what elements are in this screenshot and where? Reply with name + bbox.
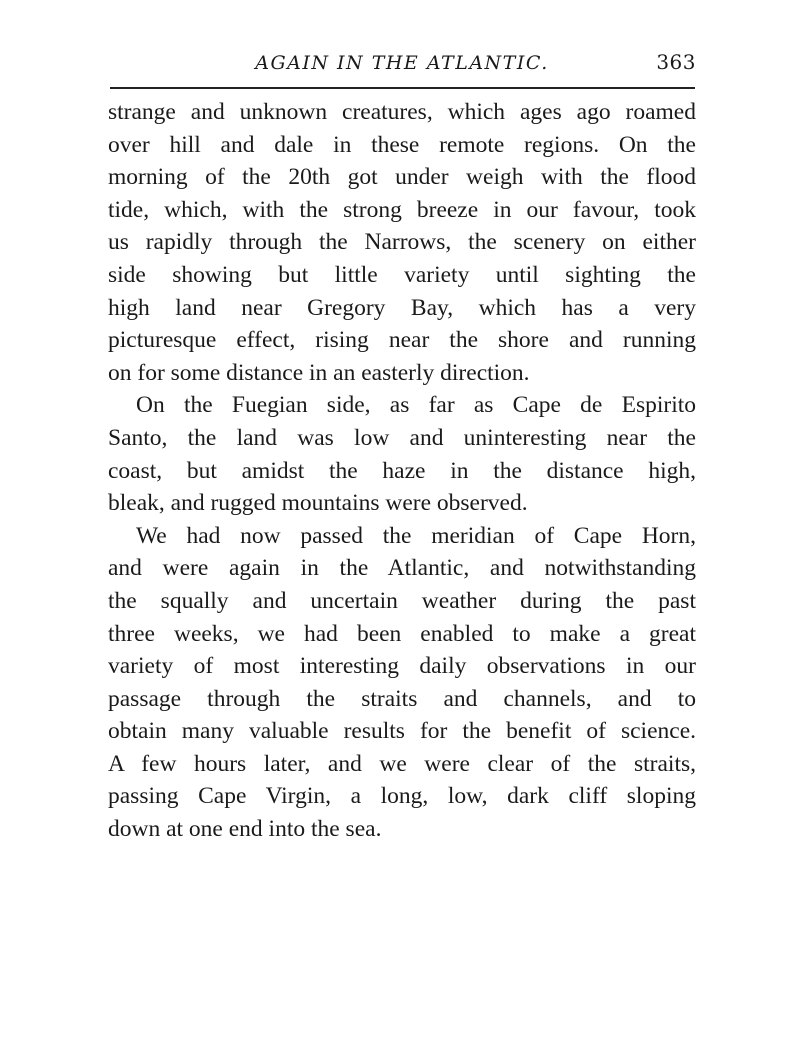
text-line: A few hours later, and we were clear of the straits, xyxy=(108,750,696,777)
text-line: obtain many valuable results for the benefit of science. xyxy=(108,718,696,745)
text-line: down at one end into the sea. xyxy=(108,816,382,843)
page-number: 363 xyxy=(656,50,696,74)
body-text xyxy=(108,96,696,846)
paragraph-3 xyxy=(108,520,696,846)
text-line: tide, which, with the strong breeze in our favour, took xyxy=(108,196,696,223)
text-line: the squally and uncertain weather during the past xyxy=(108,587,696,614)
text-line: morning of the 20th got under weigh with the flood xyxy=(108,164,696,191)
text-line: over hill and dale in these remote regions. On the xyxy=(108,131,696,158)
text-line: Santo, the land was low and uninteresting near the xyxy=(108,424,696,451)
text-line: and were again in the Atlantic, and notwithstanding xyxy=(108,555,696,582)
text-line: strange and unknown creatures, which ages ago roamed xyxy=(108,99,696,125)
text-line: On the Fuegian side, as far as Cape de Espirito xyxy=(136,392,696,419)
header-rule xyxy=(110,87,695,89)
text-line: side showing but little variety until sighting the xyxy=(108,261,696,288)
text-line: bleak, and rugged mountains were observed. xyxy=(108,490,528,517)
paragraph-1 xyxy=(108,96,696,389)
text-line: passage through the straits and channels, and to xyxy=(108,685,696,712)
running-title: AGAIN IN THE ATLANTIC. xyxy=(255,52,549,74)
text-line: us rapidly through the Narrows, the scenery on either xyxy=(108,229,696,256)
text-line: high land near Gregory Bay, which has a very xyxy=(108,294,696,321)
text-line: coast, but amidst the haze in the distance high, xyxy=(108,457,696,484)
text-line: picturesque effect, rising near the shore and running xyxy=(108,327,696,354)
running-head xyxy=(108,50,696,82)
text-line: passing Cape Virgin, a long, low, dark cliff sloping xyxy=(108,783,696,810)
text-line: on for some distance in an easterly direction. xyxy=(108,359,530,386)
text-line: We had now passed the meridian of Cape Horn, xyxy=(136,522,696,549)
text-line: three weeks, we had been enabled to make a great xyxy=(108,620,696,647)
text-line: variety of most interesting daily observations in our xyxy=(108,653,696,680)
paragraph-2 xyxy=(108,389,696,519)
